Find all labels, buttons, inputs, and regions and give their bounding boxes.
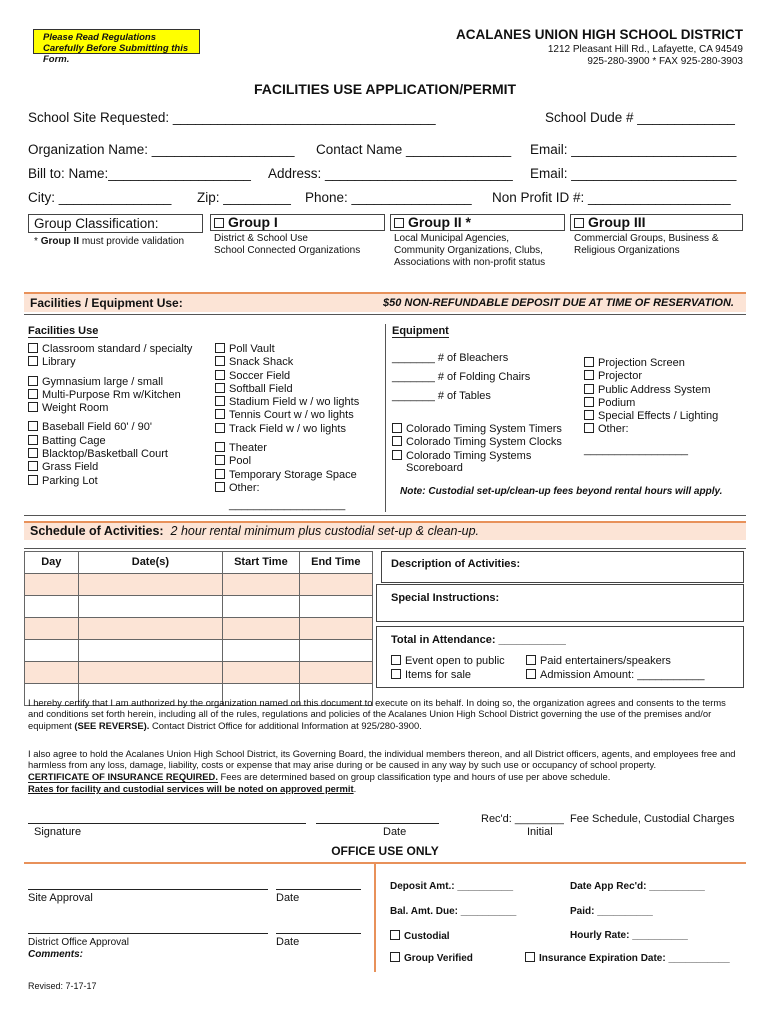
equipment-counts xyxy=(392,349,530,406)
facility-option[interactable] xyxy=(28,421,192,434)
facility-option[interactable] xyxy=(28,356,192,369)
contact-name-field[interactable]: Contact Name ______________ xyxy=(316,142,512,157)
insurance-expiration-option[interactable] xyxy=(525,952,730,964)
group-3-option[interactable] xyxy=(574,214,646,230)
nonprofit-id-field[interactable]: Non Profit ID #: ___________________ xyxy=(492,190,731,205)
checkbox-icon[interactable] xyxy=(28,421,38,431)
group-verified-label: Group Verified xyxy=(404,953,473,964)
group-2-label: Group II * xyxy=(408,214,471,230)
cert-text: I hereby certify that I am authorized by the organization named on this document to execute on its behalf. In doing so, the organization agrees and consents to the terms and conditions set forth herein, including all of the rules, regulations and policies of the Acalanes Union High School District governing the use of the premises and/or equipment xyxy=(28,697,726,731)
equipment-count-field xyxy=(392,387,530,406)
cell[interactable] xyxy=(78,662,223,684)
certification-paragraph-2 xyxy=(28,748,740,795)
opt-admission[interactable] xyxy=(526,669,705,682)
checkbox-icon[interactable] xyxy=(574,218,584,228)
group-3-label: Group III xyxy=(588,214,646,230)
checkbox-icon[interactable] xyxy=(28,461,38,471)
facility-option[interactable] xyxy=(28,402,192,415)
organization-name-field[interactable]: Organization Name: ___________________ xyxy=(28,142,295,157)
facility-option-label: Tennis Court w / wo lights xyxy=(229,409,354,422)
form-title: FACILITIES USE APPLICATION/PERMIT xyxy=(253,81,517,97)
facility-option-label: Snack Shack xyxy=(229,356,294,369)
facility-option[interactable] xyxy=(215,423,359,436)
equipment-option[interactable] xyxy=(584,384,718,397)
facility-option[interactable] xyxy=(215,383,359,396)
group-3-desc-1: Commercial Groups, Business & xyxy=(574,233,719,244)
checkbox-icon[interactable] xyxy=(215,423,225,433)
checkbox-icon[interactable] xyxy=(28,402,38,412)
comments-label: Comments: xyxy=(28,949,84,960)
checkbox-icon[interactable] xyxy=(525,952,535,962)
opt-public-label: Event open to public xyxy=(405,655,505,667)
timing-option-label: Colorado Timing System Clocks xyxy=(406,436,562,449)
timing-option-label: Colorado Timing System Timers xyxy=(406,423,562,435)
checkbox-icon[interactable] xyxy=(28,448,38,458)
opt-admission-label: Admission Amount: ___________ xyxy=(540,669,705,681)
group-classification-label: Group Classification: xyxy=(34,216,159,231)
district-approval-label: District Office Approval xyxy=(28,937,129,948)
cell[interactable] xyxy=(78,596,223,618)
group-2-desc-3: Associations with non-profit status xyxy=(394,257,546,268)
checkbox-icon[interactable] xyxy=(28,376,38,386)
facility-option-label: Softball Field xyxy=(229,382,293,395)
checkbox-icon[interactable] xyxy=(392,423,402,433)
checkbox-icon[interactable] xyxy=(526,655,536,665)
cell[interactable] xyxy=(299,618,372,640)
cell[interactable] xyxy=(78,640,223,662)
cert-contact: Contact District Office for additional Information at 925/280-3900. xyxy=(149,719,422,731)
checkbox-icon[interactable] xyxy=(28,389,38,399)
rates-period: . xyxy=(353,783,357,795)
facility-option[interactable] xyxy=(215,482,359,495)
divider xyxy=(24,548,746,549)
revised-date: Revised: 7-17-17 xyxy=(28,981,97,991)
checkbox-icon[interactable] xyxy=(215,409,225,419)
group-note-text: must provide validation xyxy=(81,236,185,247)
col-end-time: End Time xyxy=(299,552,372,574)
district-phone: 925-280-3900 * FAX 925-280-3903 xyxy=(587,56,743,67)
zip-field[interactable]: Zip: _________ xyxy=(197,190,291,205)
custodial-option[interactable] xyxy=(390,930,450,942)
checkbox-icon[interactable] xyxy=(215,343,225,353)
col-dates: Date(s) xyxy=(78,552,223,574)
schedule-band-text xyxy=(30,524,479,538)
checkbox-icon[interactable] xyxy=(394,218,404,228)
checkbox-icon[interactable] xyxy=(28,343,38,353)
group-classification-table xyxy=(28,210,743,274)
district-name: ACALANES UNION HIGH SCHOOL DISTRICT xyxy=(455,27,743,42)
facility-option-label: Batting Cage xyxy=(42,434,106,447)
equipment-option[interactable] xyxy=(584,397,718,410)
facility-option[interactable] xyxy=(215,442,359,455)
facility-option-label: Stadium Field w / wo lights xyxy=(229,396,360,409)
schedule-row[interactable] xyxy=(25,574,373,596)
checkbox-icon[interactable] xyxy=(215,356,225,366)
cell[interactable] xyxy=(223,662,299,684)
timing-option[interactable] xyxy=(392,436,562,449)
facility-option[interactable] xyxy=(215,370,359,383)
checkbox-icon[interactable] xyxy=(215,396,225,406)
equipment-count-field xyxy=(392,368,530,387)
checkbox-icon[interactable] xyxy=(390,952,400,962)
schedule-row[interactable] xyxy=(25,596,373,618)
equipment-option-label: Special Effects / Lighting xyxy=(598,410,719,423)
description-label: Description of Activities: xyxy=(391,558,521,570)
hold-harmless: I also agree to hold the Acalanes Union High School District, its Governing Board, the individual members thereon, and all District officers, agents, and employees free and harmless from any loss, damage, liability, costs or expense that may arise during or be caused in any way by such use or occupancy of school property. xyxy=(28,748,736,771)
equipment-option[interactable] xyxy=(584,370,718,383)
facility-option[interactable] xyxy=(28,461,192,474)
cell[interactable] xyxy=(25,640,79,662)
hourly-rate-field[interactable]: Hourly Rate: __________ xyxy=(570,930,688,941)
facility-option-label: Library xyxy=(42,356,76,369)
date-label: Date xyxy=(383,826,407,838)
balance-due-field[interactable]: Bal. Amt. Due: __________ xyxy=(390,906,517,917)
timing-option[interactable] xyxy=(392,450,562,463)
deposit-notice: $50 NON-REFUNDABLE DEPOSIT DUE AT TIME OF RESERVATION. xyxy=(382,297,734,309)
equipment-count-field-label: _______ # of Bleachers xyxy=(392,352,509,364)
equipment-option[interactable] xyxy=(584,423,718,436)
facility-option-label: Multi-Purpose Rm w/Kitchen xyxy=(42,388,181,401)
school-site-field[interactable]: School Site Requested: ___________________________________ xyxy=(28,110,436,125)
city-field[interactable]: City: _______________ xyxy=(28,190,172,205)
equipment-option-label: Podium xyxy=(598,396,636,409)
site-approval-date-label: Date xyxy=(276,892,300,904)
orange-rule xyxy=(24,862,746,864)
facility-option[interactable] xyxy=(215,396,359,409)
cell[interactable] xyxy=(78,618,223,640)
facilities-col-2 xyxy=(215,343,359,495)
orange-divider-vertical xyxy=(374,864,376,972)
equipment-right xyxy=(584,357,718,437)
custodial-note xyxy=(400,486,722,497)
group-note xyxy=(34,236,184,248)
facility-option-label: Temporary Storage Space xyxy=(229,468,357,481)
group-1-desc-2: School Connected Organizations xyxy=(214,245,361,256)
timing-scoreboard: Scoreboard xyxy=(406,462,463,474)
signature-label: Signature xyxy=(34,826,82,838)
equipment-option[interactable] xyxy=(584,410,718,423)
facility-option-label: Other: xyxy=(229,481,260,494)
schedule-header-row xyxy=(25,552,373,574)
opt-items-label: Items for sale xyxy=(405,669,472,681)
checkbox-icon[interactable] xyxy=(215,442,225,452)
phone-field[interactable]: Phone: ________________ xyxy=(305,190,472,205)
facility-option[interactable] xyxy=(215,455,359,468)
cell[interactable] xyxy=(223,596,299,618)
divider xyxy=(24,314,746,315)
group-2-desc-2: Community Organizations, Clubs, xyxy=(394,245,543,256)
facility-option[interactable] xyxy=(28,475,192,488)
opt-paid-label: Paid entertainers/speakers xyxy=(540,655,671,667)
group-1-label: Group I xyxy=(228,214,278,230)
group-3-desc xyxy=(574,233,719,257)
school-dude-field[interactable]: School Dude # _____________ xyxy=(545,110,735,125)
note-label: Note: xyxy=(400,486,426,497)
recd-field[interactable]: Rec'd: ________ xyxy=(481,813,564,825)
signature-line[interactable] xyxy=(28,823,306,824)
facility-option-label: Soccer Field xyxy=(229,369,291,382)
bill-email-field[interactable]: Email: ______________________ xyxy=(530,166,737,181)
facility-option[interactable] xyxy=(215,343,359,356)
divider xyxy=(24,515,746,516)
facilities-other-line[interactable]: ___________________ xyxy=(229,499,346,511)
facilities-heading: Facilities Use xyxy=(28,325,99,337)
equipment-heading: Equipment xyxy=(392,325,449,337)
schedule-row[interactable] xyxy=(25,662,373,684)
checkbox-icon[interactable] xyxy=(214,218,224,228)
facility-option-label: Blacktop/Basketball Court xyxy=(42,448,168,461)
checkbox-icon[interactable] xyxy=(584,410,594,420)
fees-text: Fees are determined based on group classification type and hours of use per above schedule. xyxy=(217,770,611,782)
note-text: Custodial set-up/clean-up fees beyond rental hours will apply. xyxy=(425,486,723,497)
group-1-option[interactable] xyxy=(214,214,278,230)
facility-option-label: Weight Room xyxy=(42,402,109,415)
group-note-bold: Group II xyxy=(40,236,80,247)
equipment-option-label: Public Address System xyxy=(598,383,711,396)
group-2-option[interactable] xyxy=(394,214,471,230)
cell[interactable] xyxy=(25,662,79,684)
certification-paragraph-1 xyxy=(28,697,740,731)
district-approval-date-line[interactable] xyxy=(276,933,361,934)
checkbox-icon[interactable] xyxy=(215,469,225,479)
paid-field[interactable]: Paid: __________ xyxy=(570,906,653,917)
group-2-desc xyxy=(394,233,545,269)
equipment-count-field xyxy=(392,349,530,368)
timing-option-label: Colorado Timing Systems xyxy=(406,449,532,462)
cell[interactable] xyxy=(299,596,372,618)
checkbox-icon[interactable] xyxy=(391,669,401,679)
district-contact xyxy=(548,44,743,68)
facility-option-label: Baseball Field 60' / 90' xyxy=(42,421,152,434)
checkbox-icon[interactable] xyxy=(390,930,400,940)
checkbox-icon[interactable] xyxy=(584,357,594,367)
checkbox-icon[interactable] xyxy=(584,423,594,433)
divider-vertical xyxy=(385,324,386,512)
see-reverse: (SEE REVERSE). xyxy=(74,719,150,731)
group-1-desc xyxy=(214,233,360,257)
checkbox-icon[interactable] xyxy=(28,356,38,366)
checkbox-icon[interactable] xyxy=(526,669,536,679)
site-approval-date-line[interactable] xyxy=(276,889,361,890)
facility-option-label: Theater xyxy=(229,442,267,455)
cell[interactable] xyxy=(299,574,372,596)
insurance-expiration-label: Insurance Expiration Date: ___________ xyxy=(539,953,730,964)
group-2-desc-1: Local Municipal Agencies, xyxy=(394,233,510,244)
checkbox-icon[interactable] xyxy=(28,435,38,445)
facility-option-label: Gymnasium large / small xyxy=(42,375,164,388)
equipment-other-line[interactable]: _________________ xyxy=(584,444,689,456)
email-field[interactable]: Email: ______________________ xyxy=(530,142,737,157)
facility-option[interactable] xyxy=(215,356,359,369)
facility-option[interactable] xyxy=(28,343,192,356)
bill-to-name-field[interactable]: Bill to: Name:___________________ xyxy=(28,166,251,181)
asterisk: * xyxy=(34,236,38,247)
facility-option-label: Grass Field xyxy=(42,461,99,474)
facility-option-label: Parking Lot xyxy=(42,474,98,487)
deposit-amount-field[interactable]: Deposit Amt.: __________ xyxy=(390,881,514,892)
schedule-row[interactable] xyxy=(25,640,373,662)
checkbox-icon[interactable] xyxy=(391,655,401,665)
date-line[interactable] xyxy=(316,823,439,824)
schedule-note: 2 hour rental minimum plus custodial set-up & clean-up. xyxy=(170,524,480,538)
checkbox-icon[interactable] xyxy=(392,450,402,460)
attendance-field[interactable]: Total in Attendance: ___________ xyxy=(391,634,566,646)
equipment-option[interactable] xyxy=(584,357,718,370)
bill-address-field[interactable]: Address: _________________________ xyxy=(268,166,513,181)
facility-option[interactable] xyxy=(215,409,359,422)
opt-paid[interactable] xyxy=(526,655,671,668)
facility-option[interactable] xyxy=(215,469,359,482)
facility-option-label: Poll Vault xyxy=(229,343,275,355)
equipment-count-field-label: _______ # of Folding Chairs xyxy=(392,371,531,383)
schedule-row[interactable] xyxy=(25,618,373,640)
facility-option[interactable] xyxy=(28,376,192,389)
cell[interactable] xyxy=(78,574,223,596)
col-day: Day xyxy=(25,552,79,574)
district-approval-date-label: Date xyxy=(276,936,300,948)
opt-public[interactable] xyxy=(391,655,505,668)
facility-option-label: Track Field w / wo lights xyxy=(229,422,346,435)
equipment-option-label: Projector xyxy=(598,370,643,383)
equipment-option-label: Other: xyxy=(598,423,629,436)
group-1-desc-1: District & School Use xyxy=(214,233,308,244)
opt-items[interactable] xyxy=(391,669,471,682)
timing-option[interactable] xyxy=(392,423,562,436)
site-approval-label: Site Approval xyxy=(28,892,93,904)
office-use-title: OFFICE USE ONLY xyxy=(331,844,439,858)
date-app-recd-field[interactable]: Date App Rec'd: __________ xyxy=(570,881,705,892)
cell[interactable] xyxy=(299,640,372,662)
cell[interactable] xyxy=(25,596,79,618)
facility-option[interactable] xyxy=(28,435,192,448)
facility-option-label: Pool xyxy=(229,455,252,468)
checkbox-icon[interactable] xyxy=(584,397,594,407)
schedule-table xyxy=(24,551,373,706)
cell[interactable] xyxy=(25,574,79,596)
equipment-count-field-label: _______ # of Tables xyxy=(392,390,491,402)
col-start-time: Start Time xyxy=(223,552,299,574)
group-verified-option[interactable] xyxy=(390,952,473,964)
cell[interactable] xyxy=(223,574,299,596)
cell[interactable] xyxy=(223,640,299,662)
checkbox-icon[interactable] xyxy=(215,370,225,380)
fee-schedule-label: Fee Schedule, Custodial Charges xyxy=(570,813,735,825)
facility-option[interactable] xyxy=(28,448,192,461)
schedule-label: Schedule of Activities: xyxy=(30,524,164,538)
checkbox-icon[interactable] xyxy=(392,436,402,446)
site-approval-line[interactable] xyxy=(28,889,268,890)
district-approval-line[interactable] xyxy=(28,933,268,934)
notice-text: Please Read Regulations Carefully Before Submitting this Form. xyxy=(43,32,189,65)
special-instructions-label: Special Instructions: xyxy=(391,592,500,604)
district-address: 1212 Pleasant Hill Rd., Lafayette, CA 94549 xyxy=(547,44,743,55)
custodial-label: Custodial xyxy=(404,931,450,942)
equipment-option-label: Projection Screen xyxy=(598,357,685,369)
checkbox-icon[interactable] xyxy=(215,383,225,393)
timing-systems xyxy=(392,423,562,463)
cell[interactable] xyxy=(223,618,299,640)
facilities-col-1 xyxy=(28,343,192,488)
checkbox-icon[interactable] xyxy=(584,370,594,380)
cell[interactable] xyxy=(25,618,79,640)
initial-label: Initial xyxy=(527,826,553,838)
notice-box xyxy=(33,29,200,65)
facility-option-label: Classroom standard / specialty xyxy=(42,343,193,355)
facility-option[interactable] xyxy=(28,389,192,402)
rates-note: Rates for facility and custodial services will be noted on approved permit xyxy=(28,783,354,795)
facilities-band-label: Facilities / Equipment Use: xyxy=(30,296,183,310)
insurance-required: CERTIFICATE OF INSURANCE REQUIRED. xyxy=(28,770,218,782)
checkbox-icon[interactable] xyxy=(28,475,38,485)
group-3-desc-2: Religious Organizations xyxy=(574,245,680,256)
checkbox-icon[interactable] xyxy=(215,455,225,465)
checkbox-icon[interactable] xyxy=(215,482,225,492)
checkbox-icon[interactable] xyxy=(584,384,594,394)
cell[interactable] xyxy=(299,662,372,684)
